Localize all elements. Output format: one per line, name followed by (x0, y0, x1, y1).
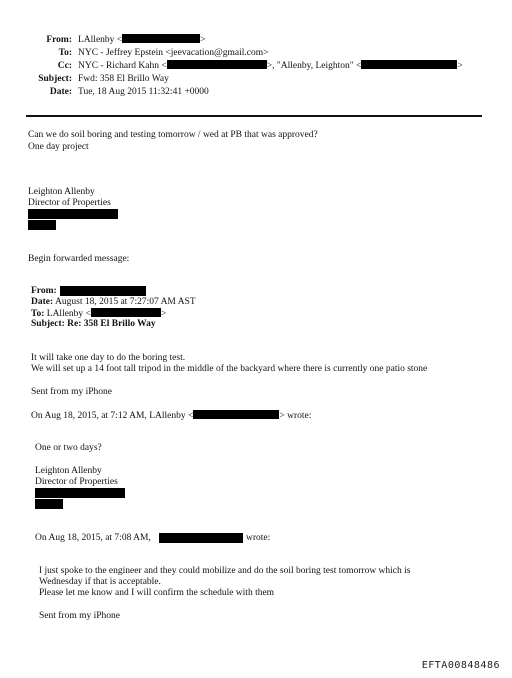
redaction-box (35, 488, 125, 498)
from-label: From: (46, 35, 72, 45)
original-line-3: Please let me know and I will confirm the schedule with them (39, 588, 275, 598)
body-line-2: One day project (28, 142, 89, 152)
reply-signature-title: Director of Properties (35, 477, 118, 487)
date-label: Date: (49, 87, 72, 97)
body-line-1: Can we do soil boring and testing tomorrow / wed at PB that was approved? (28, 130, 318, 140)
fwd-date-label: Date: (31, 297, 54, 307)
original-line-1: I just spoke to the engineer and they could mobilize and do the soil boring test tomorrow which is (39, 566, 411, 576)
redaction-box (361, 60, 457, 69)
quote-2-prefix: On Aug 18, 2015, at 7:08 AM, (35, 533, 151, 543)
cc-value-2: >, "Allenby, Leighton" < (266, 61, 362, 71)
fwd-to-value: LAllenby < (46, 309, 91, 319)
signature-title: Director of Properties (28, 198, 111, 208)
reply-signature-name: Leighton Allenby (35, 466, 102, 476)
fwd-to-close: > (160, 309, 167, 319)
quote-1-line (31, 410, 311, 423)
from-value: LAllenby < (78, 35, 123, 45)
fwd-from-row (31, 286, 57, 298)
redaction-box (193, 410, 279, 419)
reply-1-text: One or two days? (35, 443, 102, 453)
quote-1-prefix: On Aug 18, 2015, at 7:12 AM, LAllenby < (31, 411, 194, 421)
original-line-2: Wednesday if that is acceptable. (39, 577, 161, 587)
redaction-box (28, 209, 118, 219)
fwd-subject-label: Subject: (31, 319, 65, 329)
redaction-box (91, 308, 161, 317)
fwd-message-line-1: It will take one day to do the boring test. (31, 353, 186, 363)
from-close: > (200, 35, 206, 45)
fwd-subject-row (31, 319, 156, 331)
date-value: Tue, 18 Aug 2015 11:32:41 +0000 (78, 87, 209, 97)
redaction-box (35, 499, 63, 509)
fwd-from-label: From: (31, 286, 57, 296)
sent-from-iphone-2: Sent from my iPhone (39, 611, 121, 621)
fwd-message-line-2: We will set up a 14 foot tall tripod in the middle of the backyard where there is currently one patio stone (31, 364, 428, 374)
begin-forwarded-label: Begin forwarded message: (28, 254, 130, 264)
cc-value-1: NYC - Richard Kahn < (78, 61, 167, 71)
document-id-stamp: EFTA00848486 (421, 660, 500, 671)
quote-1-suffix: > wrote: (279, 411, 312, 421)
redaction-box (28, 220, 56, 230)
subject-value: Fwd: 358 El Brillo Way (78, 74, 169, 84)
cc-label: Cc: (57, 61, 72, 71)
cc-close: > (457, 61, 463, 71)
fwd-date-value: August 18, 2015 at 7:27:07 AM AST (55, 297, 196, 307)
redaction-box (60, 286, 146, 296)
signature-name: Leighton Allenby (28, 187, 95, 197)
quote-2-suffix: wrote: (246, 533, 271, 543)
fwd-date-row (31, 297, 196, 309)
header-divider (26, 115, 482, 117)
fwd-subject-value: Re: 358 El Brillo Way (67, 319, 156, 329)
subject-label: Subject: (38, 74, 72, 84)
redaction-box (159, 533, 243, 543)
redaction-box (122, 34, 200, 43)
fwd-to-label: To: (31, 309, 45, 319)
to-label: To: (58, 48, 72, 58)
sent-from-iphone-1: Sent from my iPhone (31, 387, 113, 397)
redaction-box (167, 60, 267, 69)
to-value: NYC - Jeffrey Epstein <jeevacation@gmail.com> (78, 48, 269, 58)
